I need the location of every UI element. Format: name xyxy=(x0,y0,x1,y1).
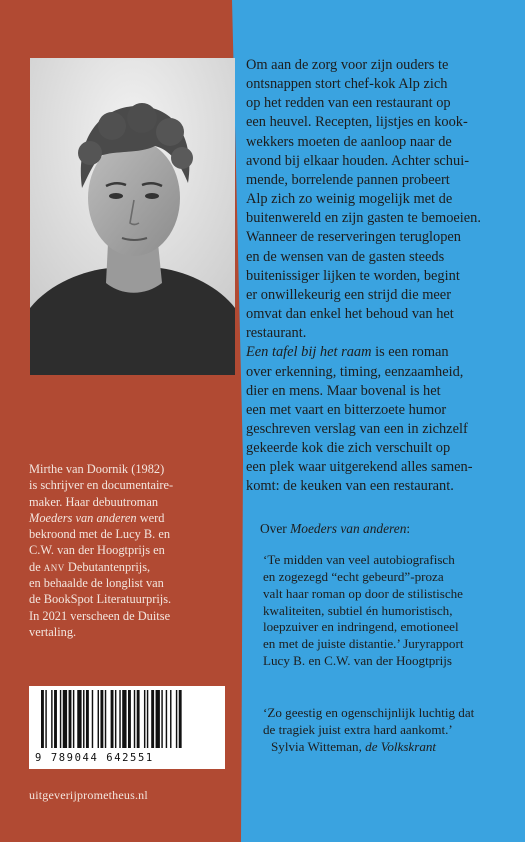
quote-line: ‘Te midden van veel autobiografisch xyxy=(263,552,455,567)
barcode-bar xyxy=(41,690,44,748)
blurb-line: en de wensen van de gasten steeds xyxy=(246,248,445,265)
barcode-bar xyxy=(51,690,52,748)
bio-line: Mirthe van Doornik (1982) xyxy=(29,462,165,476)
bio-line-rest: Debutantenprijs, xyxy=(64,559,151,574)
quote-line: valt haar roman op door de stilistische xyxy=(263,585,463,601)
blurb-line: over erkenning, timing, eenzaamheid, xyxy=(246,363,464,380)
bio-line: de BookSpot Literatuurprijs. xyxy=(29,592,172,607)
barcode-bar xyxy=(69,690,72,748)
blurb-line: buitenissiger lijken te worden, begint xyxy=(246,267,460,284)
blurb-line: restaurant. xyxy=(246,325,307,342)
isbn-number: 9 789044 642551 xyxy=(35,752,154,764)
debut-title: Moeders van anderen xyxy=(29,510,137,525)
quote-line: ‘Zo geestig en ogenschijnlijk luchtig dat xyxy=(263,705,475,720)
barcode-bar xyxy=(122,690,126,748)
quote-line: loepzuiver en indringend, emotioneel xyxy=(263,619,459,635)
book-title: Een tafel bij het raam xyxy=(246,344,372,361)
barcode-bar xyxy=(83,690,84,748)
barcode-bar xyxy=(119,690,120,748)
blurb-line: avond bij elkaar houden. Achter schui- xyxy=(246,152,469,169)
bio-line: is schrijver en documentaire- xyxy=(29,478,174,493)
blurb-line: Om aan de zorg voor zijn ouders te xyxy=(246,57,449,73)
blurb-line: gekeerde kok die zich verschuilt op xyxy=(246,440,451,457)
blurb-line: komt: de keuken van een restaurant. xyxy=(246,478,454,495)
quote-source: Juryrapport xyxy=(399,636,464,652)
quote-line: de tragiek juist extra hard aankomt.’ xyxy=(263,721,453,737)
blurb-line: een plek waar uitgerekend alles samen- xyxy=(246,459,473,476)
bio-line: vertaling. xyxy=(29,624,77,639)
reviews-heading-suffix: : xyxy=(406,521,411,536)
barcode-bar xyxy=(144,690,145,748)
publisher-url[interactable]: uitgeverijprometheus.nl xyxy=(29,788,148,802)
author-bio xyxy=(29,461,229,640)
barcode-bar xyxy=(179,690,182,748)
barcode-bar xyxy=(151,690,154,748)
barcode-bar xyxy=(100,690,103,748)
bio-line: In 2021 verscheen de Duitse xyxy=(29,608,171,623)
bio-line: en behaalde de longlist van xyxy=(29,576,164,591)
barcode-bar xyxy=(147,690,148,748)
barcode-bar xyxy=(86,690,89,748)
blurb-line: dier en mens. Maar bovenal is het xyxy=(246,382,441,399)
blurb-line: een met vaart en bitterzoete humor xyxy=(246,401,447,418)
quote-line: en zogezegd “echt gebeurd”-proza xyxy=(263,568,444,584)
barcode-bar xyxy=(60,690,61,748)
barcode-bar xyxy=(98,690,99,748)
blurb-line: een heuvel. Recepten, lijstjes en kook- xyxy=(246,114,468,131)
barcode-bar xyxy=(111,690,114,748)
reviews-heading-title: Moeders van anderen xyxy=(290,521,407,536)
barcode-bar xyxy=(92,690,93,748)
barcode-bar xyxy=(105,690,106,748)
bio-line xyxy=(29,510,229,526)
barcode-bar xyxy=(63,690,67,748)
quote-source: Lucy B. en C.W. van der Hoogtprijs xyxy=(263,653,452,669)
reviews-heading xyxy=(260,521,410,537)
blurb-title-rest: is een roman xyxy=(371,344,449,361)
bio-line xyxy=(29,559,229,575)
blurb-line: er onwillekeurig een strijd die meer xyxy=(246,286,451,303)
blurb-line: wekkers moeten de aanloop naar de xyxy=(246,133,452,150)
quote-source xyxy=(263,739,518,756)
barcode-bar xyxy=(156,690,160,748)
barcode-bar xyxy=(54,690,57,748)
anv-abbr: anv xyxy=(43,559,65,574)
isbn-barcode xyxy=(29,686,225,769)
blurb-title-line xyxy=(246,343,516,362)
barcode-bar xyxy=(73,690,74,748)
blurb-line: Alp zich zo weinig mogelijk met de xyxy=(246,191,453,208)
review-quote-volkskrant xyxy=(263,705,518,756)
barcode-bar xyxy=(137,690,140,748)
reviews-heading-prefix: Over xyxy=(260,521,291,536)
barcode-bar xyxy=(176,690,177,748)
blurb-line: geschreven verslag van een in zichzelf xyxy=(246,420,468,437)
review-quote-jury xyxy=(263,552,518,670)
barcode-bar xyxy=(166,690,167,748)
author-portrait-icon xyxy=(30,58,235,375)
bio-line-pre: de xyxy=(29,559,44,574)
blurb-line: ontsnappen stort chef-kok Alp zich xyxy=(246,76,448,93)
barcode-bar xyxy=(45,690,46,748)
quote-source-publication: de Volkskrant xyxy=(365,738,437,754)
barcode-bar xyxy=(170,690,171,748)
barcode-bar xyxy=(77,690,81,748)
barcode-bars-icon xyxy=(29,686,225,752)
barcode-bar xyxy=(128,690,131,748)
quote-source-name: Sylvia Witteman, xyxy=(271,738,366,754)
blurb-line: mende, borrelende pannen probeert xyxy=(246,171,450,188)
bio-line: maker. Haar debuutroman xyxy=(29,494,159,509)
barcode-bar xyxy=(161,690,162,748)
author-photo xyxy=(30,58,235,375)
blurb-line: buitenwereld en zijn gasten te bemoeien. xyxy=(246,210,481,227)
blurb-line: omvat dan enkel het behoud van het xyxy=(246,306,454,323)
bio-line: C.W. van der Hoogtprijs en xyxy=(29,543,165,558)
barcode-bar xyxy=(115,690,116,748)
quote-line xyxy=(263,636,518,653)
bio-line-rest: werd xyxy=(136,510,165,525)
blurb-line: op het redden van een restaurant op xyxy=(246,95,451,112)
blurb-line: Wanneer de reserveringen teruglopen xyxy=(246,229,461,246)
quote-line: kwaliteiten, subtiel én humoristisch, xyxy=(263,602,453,618)
bio-line: bekroond met de Lucy B. en xyxy=(29,527,171,542)
quote-line-end: en met de juiste distantie.’ xyxy=(263,636,400,652)
book-blurb xyxy=(246,56,516,497)
barcode-bar xyxy=(134,690,135,748)
